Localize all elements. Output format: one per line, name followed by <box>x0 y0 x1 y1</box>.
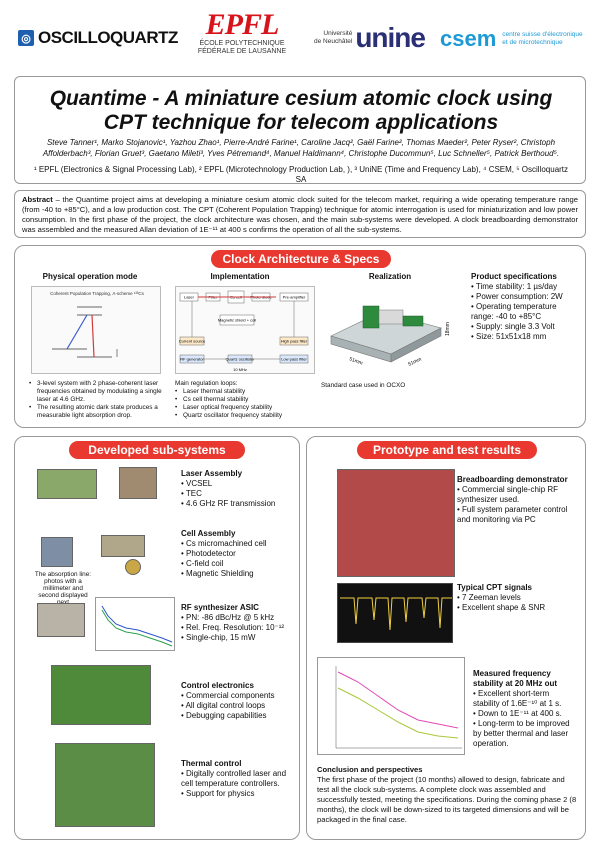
energy-level-diagram <box>31 286 161 374</box>
control-board-photo <box>51 665 151 725</box>
diagram-title: Coherent Population Trapping, Λ-scheme ¹³³Cs <box>50 291 144 296</box>
developed-subsystems-title: Developed sub-systems <box>69 441 245 459</box>
svg-text:51mm: 51mm <box>407 356 423 368</box>
abstract-box <box>14 190 586 238</box>
authors: Steve Tanner¹, Marko Stojanovic¹, Yazhou Zhao¹, Pierre-André Farine¹, Caroline Jacq², Gaël Farine², Thomas Maeder², Peter Ryser², Christoph Affolderbach³, Florian Gruet³, Gaetano Mileti³, Yves Pétremand⁴, Manuel Haldimann⁴, Christophe Ducommun⁵, Luc Schneller⁵, Patrick Berthoud⁵. <box>42 138 560 158</box>
thermal-heading: Thermal control <box>181 759 242 768</box>
svg-text:Photo diode: Photo diode <box>250 294 272 300</box>
breadboard-photo <box>337 469 455 577</box>
implementation-diagram <box>175 286 315 374</box>
svg-text:10 MHz: 10 MHz <box>233 367 247 372</box>
svg-text:Low pass filter: Low pass filter <box>281 356 307 362</box>
control-heading: Control electronics <box>181 681 254 690</box>
svg-text:Current source: Current source <box>178 338 206 344</box>
svg-text:Pre-amplifier: Pre-amplifier <box>282 294 306 300</box>
thermal-items: • Digitally controlled laser and cell temperature controllers. • Support for physics <box>181 769 287 798</box>
energy-level-svg <box>32 287 162 375</box>
laser-photo-2 <box>119 467 157 499</box>
laser-items: • VCSEL • TEC • 4.6 GHz RF transmission <box>181 479 276 508</box>
svg-text:Magnetic shield + coil: Magnetic shield + coil <box>217 317 257 323</box>
control-items: • Commercial components • All digital control loops • Debugging capabilities <box>181 691 275 720</box>
product-specs: Product specifications • Time stability: 1 µs/day • Power consumption: 2W • Operating temperature range: -40 to +85°C • Supply: single 3.3 Volt • Size: 51x51x18 mm <box>471 272 563 341</box>
svg-text:High pass filter: High pass filter <box>280 338 308 344</box>
thermal-board-photo <box>55 743 155 827</box>
svg-text:Cs cell: Cs cell <box>229 294 243 300</box>
csem-logo: csem centre suisse d'électronique et de microtechnique <box>440 26 583 51</box>
realization-caption: Standard case used in OCXO <box>321 382 406 389</box>
rf-items: • PN: -86 dBc/Hz @ 5 kHz • Rel. Freq. Resolution: 10⁻¹² • Single-chip, 15 mW <box>181 613 285 642</box>
conclusion: Conclusion and perspectives The first phase of the project (10 months) allowed to design, fabricate and test all the clock sub-systems. A complete clock was assembled and successfully tested, meeting the specifications. During the coming phase 2 (8 months), the clock will be down-sized to its targeted dimensions and will be packaged in the final case. <box>317 765 577 824</box>
frequency-text: Measured frequency stability at 20 MHz out • Excellent short-term stability of 1.6E⁻¹⁰ at 1 s. • Down to 1E⁻¹¹ at 400 s. • Long-term to be improved by better thermal and laser operation. <box>473 669 570 748</box>
physical-notes: • 3-level system with 2 phase-coherent laser frequencies obtained by modulating a single laser at 4.6 GHz. • The resulting atomic dark state produces a measurable light absorption drop. <box>29 380 164 420</box>
svg-text:Filter: Filter <box>208 294 218 300</box>
cell-photo-1 <box>41 537 73 567</box>
svg-text:Laser: Laser <box>183 294 195 300</box>
oscilloquartz-logo: ◎ OSCILLOQUARTZ <box>18 28 178 48</box>
svg-text:Quartz oscillator: Quartz oscillator <box>225 356 255 362</box>
phase-noise-plot <box>95 597 175 651</box>
abstract: Abstract – the Quantime project aims at developing a miniature cesium atomic clock suited for the telecom market, requiring a wide operating temperature range (from -40 to +85°C), and a low production cost. The CPT (Coherent Population Trapping) technique for atomic interrogation is used for miniaturization and low power consumption. In the first phase of the project, the clock architecture was chosen, and the main sub-systems were developed. A clock breadboarding demonstrator was assembled and the measured Allan deviation of 1E⁻¹¹ at 400 s confirms the operation of all the sub-systems. <box>22 195 578 234</box>
phase-noise-svg <box>96 598 176 652</box>
cell-photo-2 <box>101 535 145 557</box>
cpt-scope <box>337 583 453 643</box>
cpt-scope-svg <box>338 584 454 644</box>
implementation-svg <box>176 287 316 375</box>
svg-text:18mm: 18mm <box>445 322 451 336</box>
poster-title: Quantime - A miniature cesium atomic clock using CPT technique for telecom applications <box>49 87 553 134</box>
svg-text:51mm: 51mm <box>348 356 364 367</box>
breadboard-text: Breadboarding demonstrator • Commercial single-chip RF synthesizer used. • Full system parameter control and monitoring via PC <box>457 475 568 524</box>
implementation-heading: Implementation <box>210 272 270 281</box>
regulation-loops: Main regulation loops: • Laser thermal stability • Cs cell thermal stability • Laser optical frequency stability • Quartz oscillator frequency stability <box>175 380 325 420</box>
oscilloquartz-icon: ◎ <box>18 30 34 46</box>
asic-photo <box>37 603 85 637</box>
cell-items: • Cs micromachined cell • Photodetector • C-field coil • Magnetic Shielding <box>181 539 267 578</box>
coin-photo <box>125 559 141 575</box>
svg-text:RF generator: RF generator <box>180 356 204 362</box>
cell-caption: The absorption line: photos with a millimeter and second displayed <box>34 571 92 599</box>
affiliations: ¹ EPFL (Electronics & Signal Processing Lab), ² EPFL (Microtechnology Production Lab, ), ³ UniNE (Time and Frequency Lab), ⁴ CSEM, ⁵ Oscilloquartz SA <box>33 165 569 184</box>
architecture-title: Clock Architecture & Specs <box>211 250 391 268</box>
realization-render <box>321 286 461 376</box>
allan-plot <box>317 657 465 755</box>
cell-heading: Cell Assembly <box>181 529 236 538</box>
unine-logo: Université de Neuchâtel unine <box>314 22 425 53</box>
header-box <box>14 76 586 184</box>
realization-heading: Realization <box>368 272 412 281</box>
prototype-title: Prototype and test results <box>357 441 537 459</box>
developed-subsystems-panel <box>14 436 300 840</box>
cpt-text: Typical CPT signals • 7 Zeeman levels • Excellent shape & SNR <box>457 583 546 612</box>
laser-photo-1 <box>37 469 97 499</box>
architecture-panel <box>14 245 586 428</box>
prototype-panel <box>306 436 586 840</box>
realization-svg <box>321 286 461 376</box>
epfl-logo: EPFL ÉCOLE POLYTECHNIQUE FÉDÉRALE DE LAUSANNE <box>197 8 287 55</box>
logo-bar <box>0 0 600 70</box>
allan-svg <box>318 658 466 756</box>
rf-heading: RF synthesizer ASIC <box>181 603 259 612</box>
physical-heading: Physical operation mode <box>42 272 138 281</box>
laser-heading: Laser Assembly <box>181 469 243 478</box>
